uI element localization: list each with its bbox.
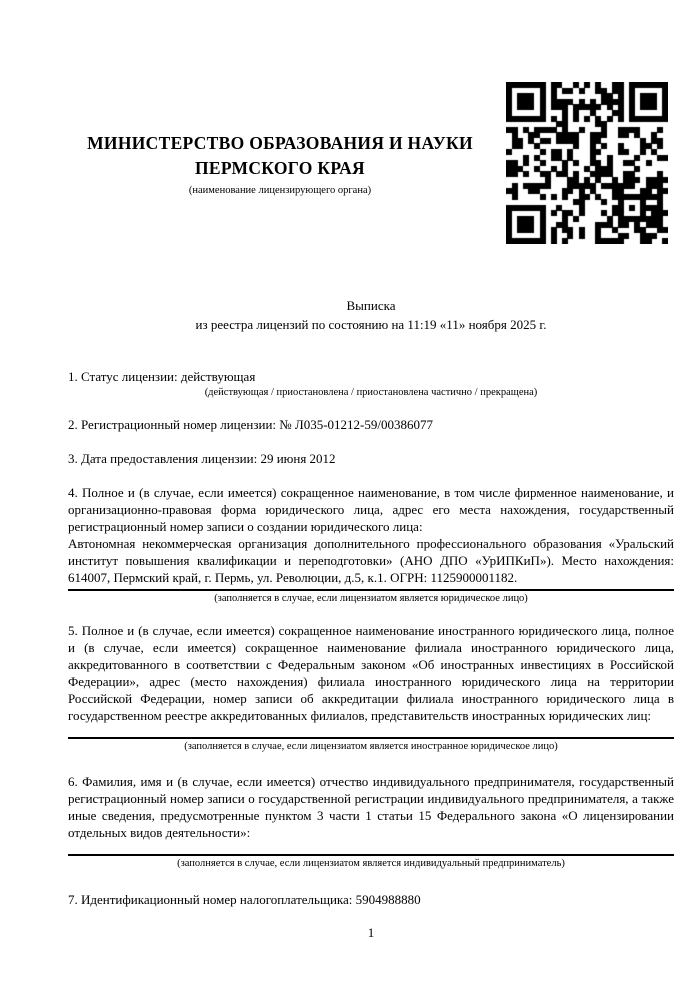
legal-entity-caption: (заполняется в случае, если лицензиатом является юридическое лицо)	[214, 593, 528, 604]
license-status-options-caption: (действующая / приостановлена / приостановлена частично / прекращена)	[204, 387, 538, 398]
ministry-header	[58, 131, 502, 198]
item-license-status	[68, 368, 674, 399]
ministry-name-line1: МИНИСТЕРСТВО ОБРАЗОВАНИЯ И НАУКИ	[87, 133, 473, 153]
ministry-caption: (наименование лицензирующего органа)	[188, 185, 372, 196]
item-foreign-entity	[68, 622, 674, 753]
qr-code	[506, 82, 668, 244]
entrepreneur-field-underline	[68, 854, 674, 856]
ministry-name-line2: ПЕРМСКОГО КРАЯ	[195, 158, 365, 178]
legal-entity-value: Автономная некоммерческая организация дополнительного профессионального образования «Уральский институт повышения квалификации и переподготовки» (АНО ДПО «УрИПКиП»). Место нахождения: 614007, Пермский край, г. Пермь, ул. Революции, д.5, к.1. ОГРН: 1125900001182.	[68, 536, 674, 585]
item-individual-entrepreneur	[68, 773, 674, 870]
entrepreneur-question: 6. Фамилия, имя и (в случае, если имеется) отчество индивидуального предпринимателя, государственный регистрационный номер записи о государственной регистрации индивидуального предпринимателя, а также иные сведения, предусмотренные пунктом 3 части 1 статьи 15 Федерального закона «О лицензировании отдельных видов деятельности»:	[68, 774, 674, 840]
item-registration-number	[68, 416, 674, 433]
foreign-entity-caption: (заполняется в случае, если лицензиатом является иностранное юридическое лицо)	[184, 741, 558, 752]
item-legal-entity	[68, 484, 674, 605]
document-body	[68, 296, 674, 941]
item-license-date	[68, 450, 674, 467]
item-taxpayer-number	[68, 891, 674, 908]
document-title	[68, 296, 674, 334]
license-status-text: 1. Статус лицензии: действующая	[68, 369, 256, 384]
license-date-text: 3. Дата предоставления лицензии: 29 июня 2012	[68, 451, 336, 466]
document-title-line2: из реестра лицензий по состоянию на 11:19 «11» ноября 2025 г.	[195, 317, 547, 332]
foreign-entity-question: 5. Полное и (в случае, если имеется) сокращенное наименование иностранного юридического лица, полное и (в случае, если имеется) сокращенное наименование филиала иностранного юридического лица, аккредитованного в соответствии с Федеральным законом «Об иностранных инвестициях в Российской Федерации», адрес (место нахождения) филиала иностранного юридического лица на территории Российской Федерации, номер записи об аккредитации филиала иностранного юридического лица в государственном реестре аккредитованных филиалов, представительств иностранных юридических лиц:	[68, 623, 674, 723]
document-title-line1: Выписка	[346, 298, 396, 313]
entrepreneur-caption: (заполняется в случае, если лицензиатом является индивидуальный предприниматель)	[177, 858, 565, 869]
registration-number-text: 2. Регистрационный номер лицензии: № Л035-01212-59/00386077	[68, 417, 434, 432]
legal-entity-question: 4. Полное и (в случае, если имеется) сокращенное наименование, в том числе фирменное наименование, и организационно-правовая форма юридического лица, адрес его места нахождения, государственный регистрационный номер записи о создании юридического лица:	[68, 485, 674, 534]
taxpayer-number-text: 7. Идентификационный номер налогоплательщика: 5904988880	[68, 892, 421, 907]
page-number: 1	[367, 925, 375, 940]
legal-entity-field-underline	[68, 589, 674, 591]
foreign-entity-field-underline	[68, 737, 674, 739]
